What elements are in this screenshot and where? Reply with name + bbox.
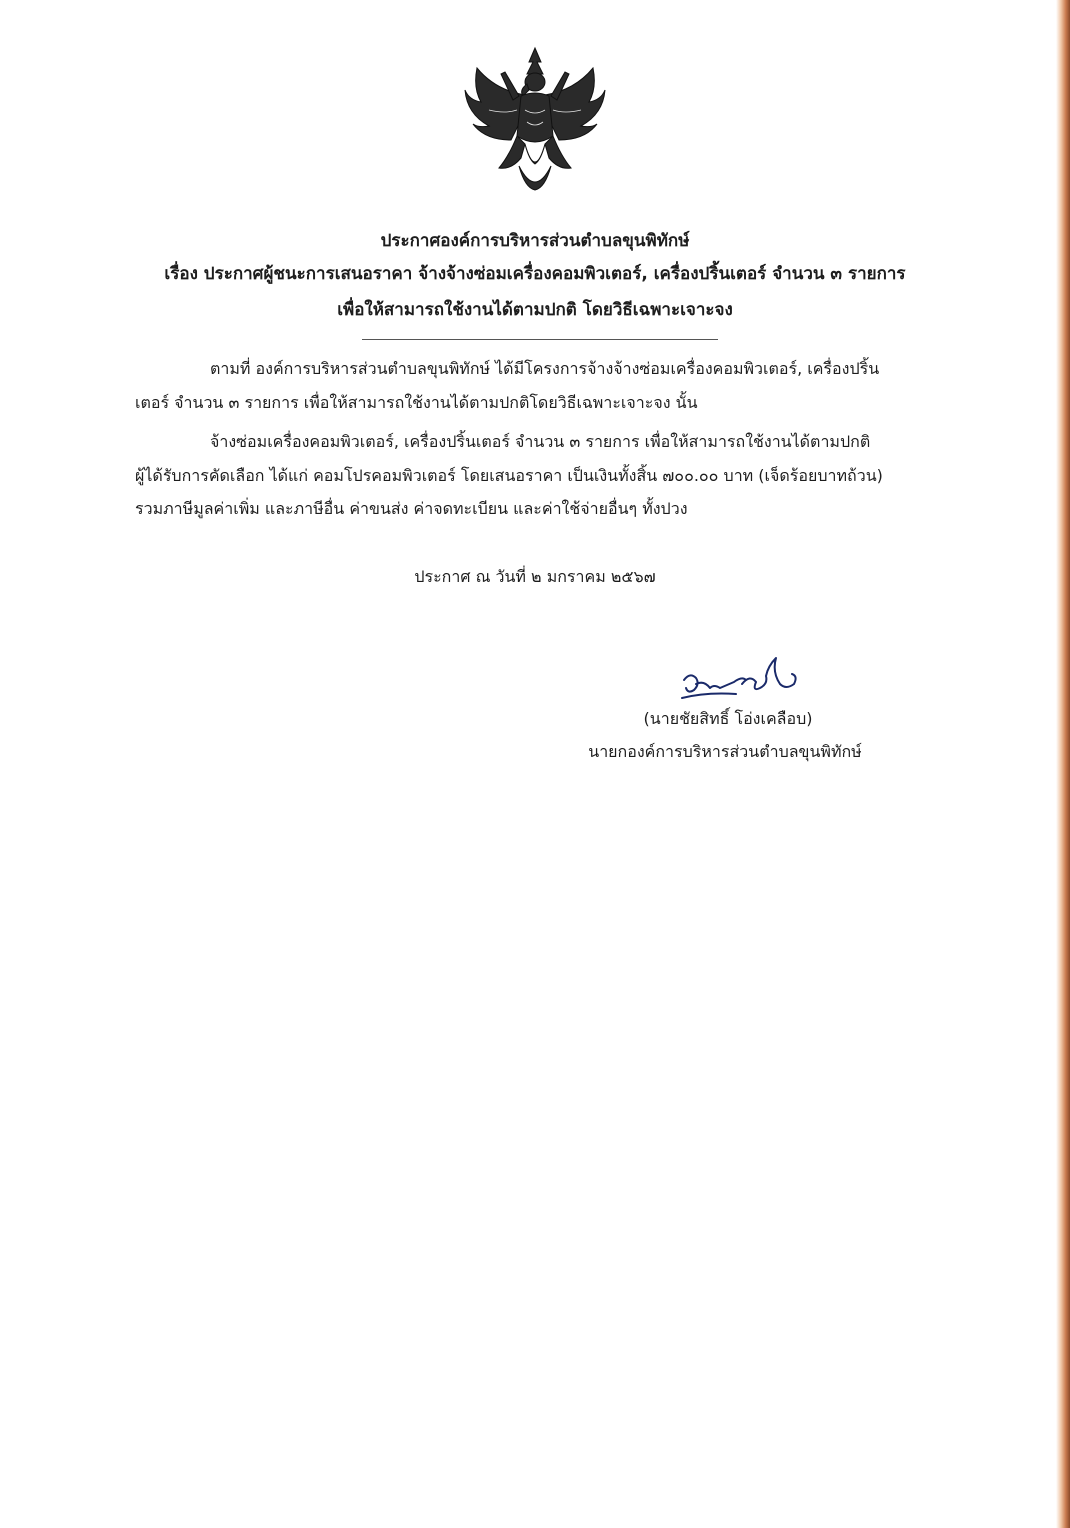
paragraph-2-line-1: จ้างซ่อมเครื่องคอมพิวเตอร์, เครื่องปริ้นเตอร์ จำนวน ๓ รายการ เพื่อให้สามารถใช้งานได้ตามปกติ [210, 432, 871, 451]
signature-icon [676, 654, 806, 704]
announcement-date: ประกาศ ณ วันที่ ๒ มกราคม ๒๕๖๗ [414, 567, 656, 586]
signer-name: (นายชัยสิทธิ์ โอ่งเคลือบ) [643, 709, 813, 728]
paragraph-2-line-3: รวมภาษีมูลค่าเพิ่ม และภาษีอื่น ค่าขนส่ง ค่าจดทะเบียน และค่าใช้จ่ายอื่นๆ ทั้งปวง [135, 499, 688, 518]
paragraph-1-line-1: ตามที่ องค์การบริหารส่วนตำบลขุนพิทักษ์ ได้มีโครงการจ้างจ้างซ่อมเครื่องคอมพิวเตอร์, เครื่องปริ้น [210, 359, 880, 378]
announcement-subject-cont: เพื่อให้สามารถใช้งานได้ตามปกติ โดยวิธีเฉพาะเจาะจง [337, 300, 733, 320]
title-divider [362, 339, 718, 340]
paragraph-2-line-2: ผู้ได้รับการคัดเลือก ได้แก่ คอมโปรคอมพิวเตอร์ โดยเสนอราคา เป็นเงินทั้งสิ้น ๗๐๐.๐๐ บาท (เจ็ดร้อยบาทถ้วน) [135, 466, 883, 485]
garuda-emblem-icon [455, 40, 615, 200]
signer-title: นายกองค์การบริหารส่วนตำบลขุนพิทักษ์ [588, 742, 862, 761]
paragraph-1-line-2: เตอร์ จำนวน ๓ รายการ เพื่อให้สามารถใช้งานได้ตามปกติโดยวิธีเฉพาะเจาะจง นั้น [135, 393, 698, 412]
announcement-subject: เรื่อง ประกาศผู้ชนะการเสนอราคา จ้างจ้างซ่อมเครื่องคอมพิวเตอร์, เครื่องปริ้นเตอร์ จำนวน ๓ รายการ [164, 264, 906, 284]
announcement-title: ประกาศองค์การบริหารส่วนตำบลขุนพิทักษ์ [380, 231, 690, 251]
